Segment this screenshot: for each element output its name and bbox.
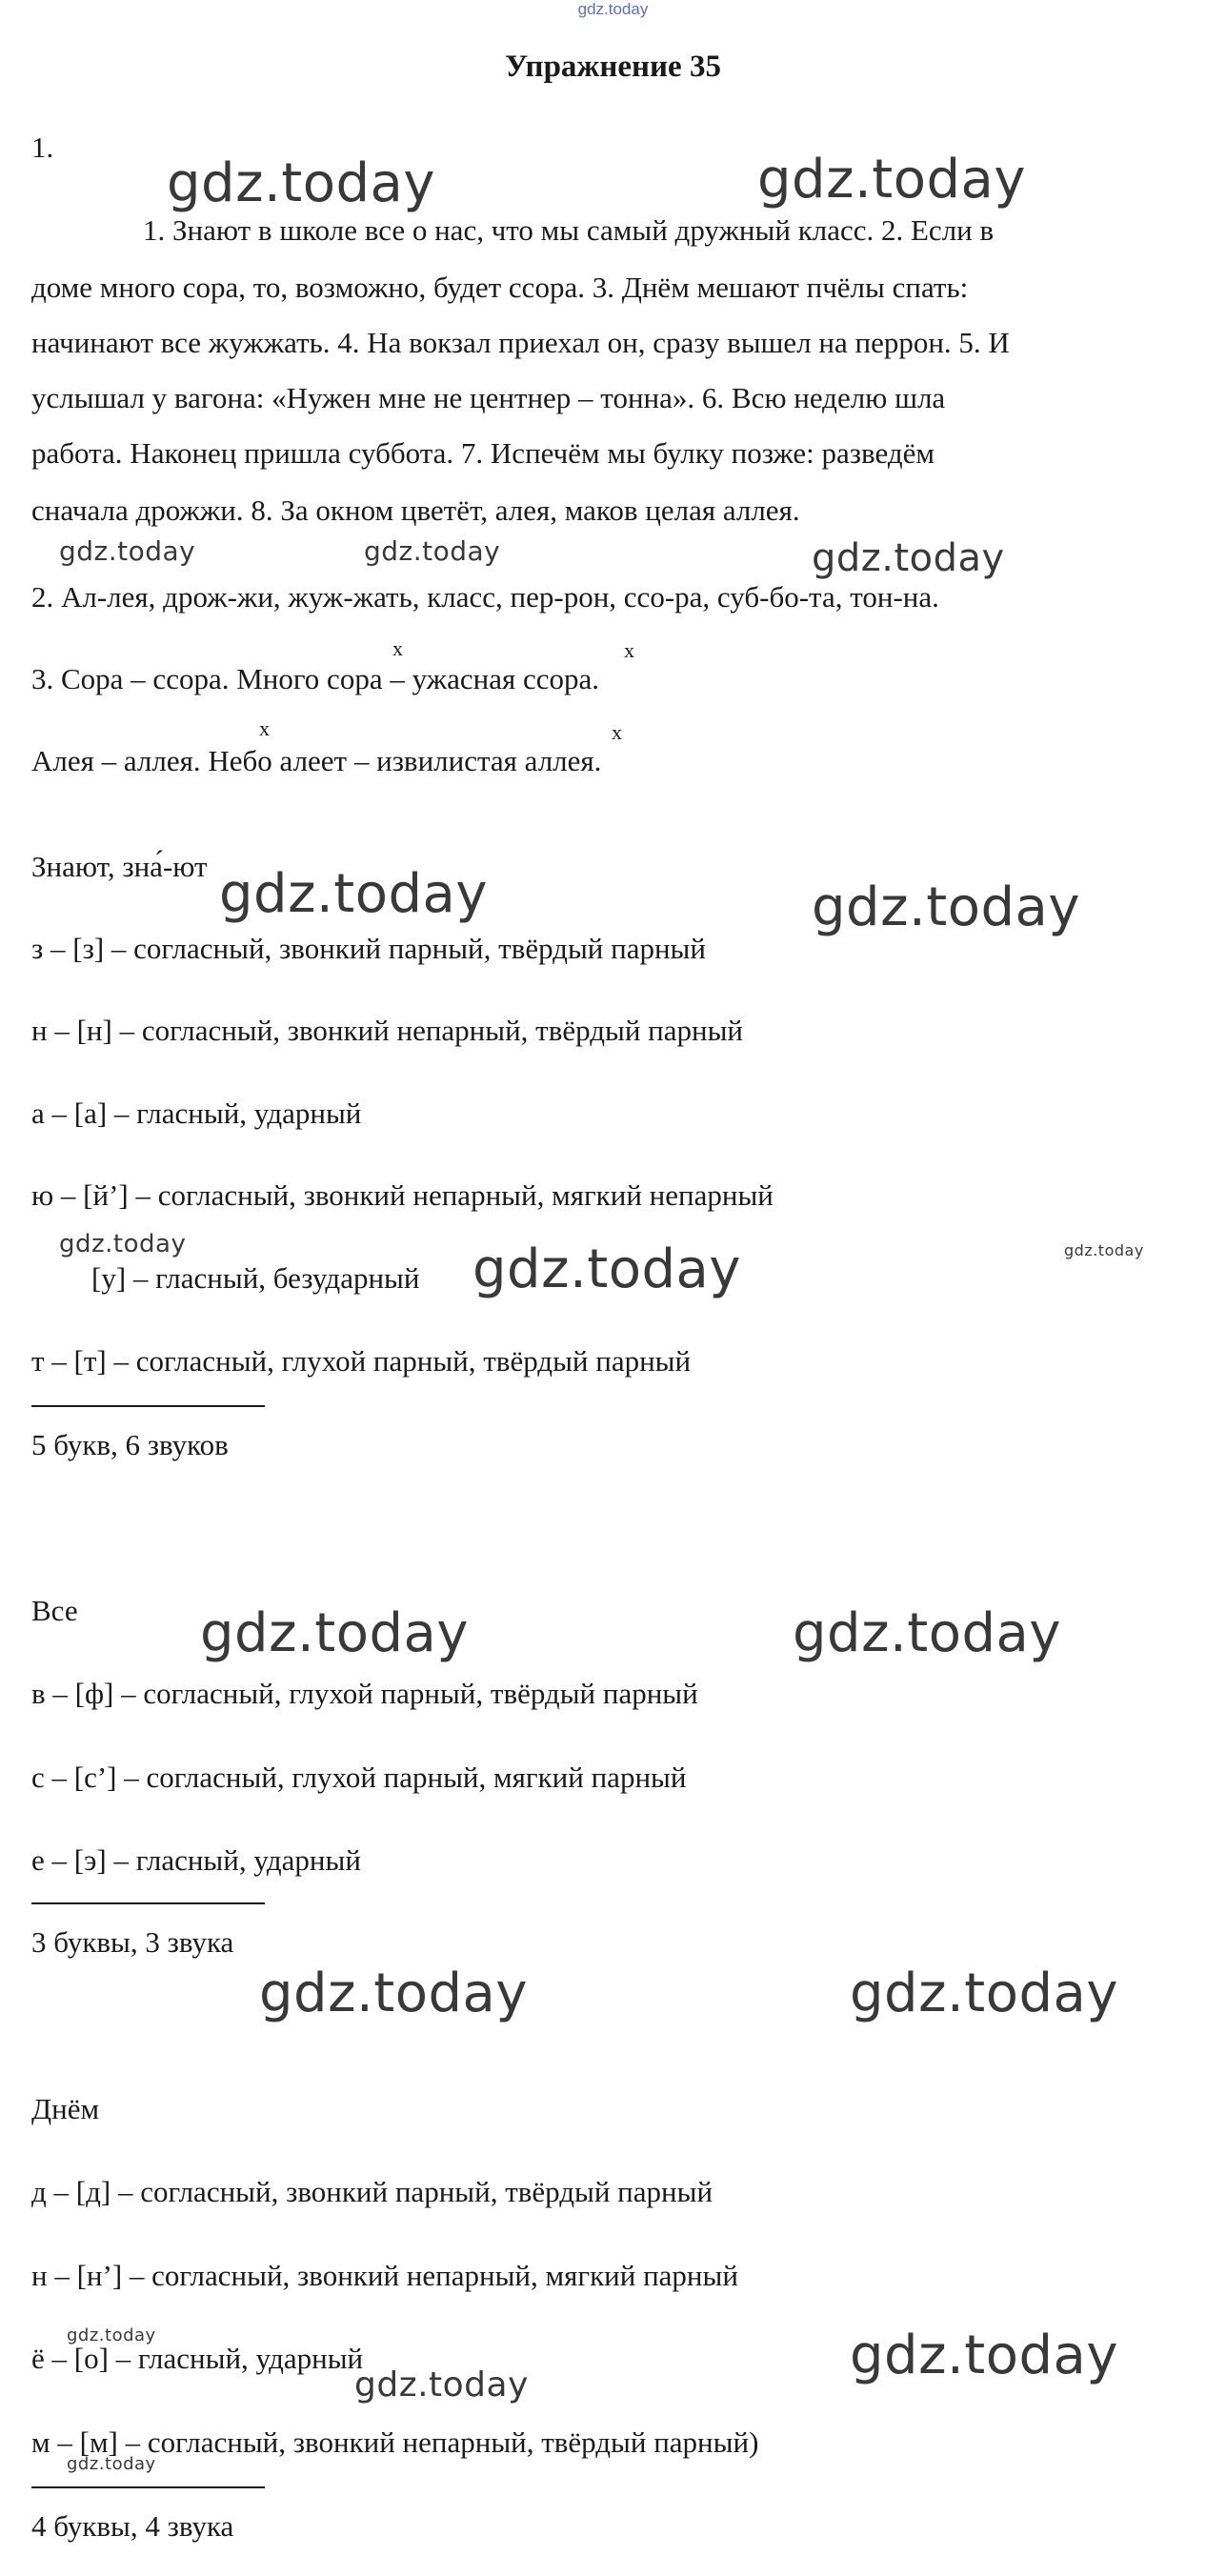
watermark: gdz.today xyxy=(59,1230,187,1258)
phonetic-row: е – [э] – гласный, ударный xyxy=(31,1843,361,1877)
text-line-3: начинают все жужжать. 4. На вокзал приехал он, сразу вышел на перрон. 5. И xyxy=(31,326,1010,359)
header-watermark: gdz.today xyxy=(577,0,649,18)
syllables-line: 2. Ал-лея, дрож-жи, жуж-жать, класс, пер-рон, ссо-ра, суб-бо-та, тон-на. xyxy=(31,580,939,614)
watermark: gdz.today xyxy=(167,152,436,214)
watermark: gdz.today xyxy=(259,1962,529,2024)
text-line-5: работа. Наконец пришла суббота. 7. Испечём мы булку позже: разведём xyxy=(31,436,935,470)
stress-mark: x xyxy=(612,720,622,744)
phonetic-row: с – [с’] – согласный, глухой парный, мягкий парный xyxy=(31,1761,687,1794)
watermark: gdz.today xyxy=(67,2325,156,2345)
phonetic-row: д – [д] – согласный, звонкий парный, твёрдый парный xyxy=(31,2175,713,2208)
summary: 3 буквы, 3 звука xyxy=(31,1925,234,1959)
phonetic-row: м – [м] – согласный, звонкий непарный, твёрдый парный) xyxy=(31,2425,759,2459)
watermark: gdz.today xyxy=(364,535,501,567)
phonetic-row: з – [з] – согласный, звонкий парный, твёрдый парный xyxy=(31,932,706,965)
summary: 5 букв, 6 звуков xyxy=(31,1428,229,1461)
phonetic-row: ю – [й’] – согласный, звонкий непарный, мягкий непарный xyxy=(31,1178,774,1212)
stress-mark: x xyxy=(624,638,634,662)
watermark: gdz.today xyxy=(812,536,1005,580)
word-heading: Все xyxy=(31,1594,78,1627)
watermark: gdz.today xyxy=(59,535,196,567)
word-heading: Днём xyxy=(31,2092,100,2125)
watermark: gdz.today xyxy=(757,149,1027,211)
text-line-4: услышал у вагона: «Нужен мне не центнер – тонна». 6. Всю неделю шла xyxy=(31,381,946,414)
phonetic-row: н – [н] – согласный, звонкий непарный, твёрдый парный xyxy=(31,1014,744,1047)
pair-line-1: 3. Сора – ссора. Много сора – ужасная ссора. xyxy=(31,662,599,695)
stress-mark: x xyxy=(259,716,270,740)
watermark: gdz.today xyxy=(67,2454,156,2474)
phonetic-row: [у] – гласный, безударный xyxy=(91,1261,420,1295)
watermark: gdz.today xyxy=(472,1238,742,1300)
summary: 4 буквы, 4 звука xyxy=(31,2509,234,2543)
text-line-6: сначала дрожжи. 8. За окном цветёт, алея, маков целая аллея. xyxy=(31,493,800,527)
divider xyxy=(31,2486,265,2488)
page-title: Упражнение 35 xyxy=(505,50,721,84)
phonetic-row: т – [т] – согласный, глухой парный, твёрдый парный xyxy=(31,1344,692,1378)
pair-line-2: Алея – аллея. Небо алеет – извилистая аллея. xyxy=(31,744,602,777)
watermark: gdz.today xyxy=(850,2324,1119,2386)
phonetic-row: в – [ф] – согласный, глухой парный, твёрдый парный xyxy=(31,1677,698,1710)
text-line-1: 1. Знают в школе все о нас, что мы самый дружный класс. 2. Если в xyxy=(143,213,995,247)
word-heading: Знают, зна́-ют xyxy=(31,850,208,883)
text-line-2: доме много сора, то, возможно, будет ссора. 3. Днём мешают пчёлы спать: xyxy=(31,271,969,304)
watermark: gdz.today xyxy=(219,863,489,925)
watermark: gdz.today xyxy=(1064,1241,1144,1259)
watermark: gdz.today xyxy=(793,1602,1062,1664)
watermark: gdz.today xyxy=(812,876,1081,938)
divider xyxy=(31,1902,265,1904)
stress-mark: x xyxy=(392,636,403,660)
phonetic-row: н – [н’] – согласный, звонкий непарный, мягкий парный xyxy=(31,2259,738,2292)
watermark: gdz.today xyxy=(200,1602,470,1664)
phonetic-row: а – [а] – гласный, ударный xyxy=(31,1097,362,1130)
divider xyxy=(31,1405,265,1407)
phonetic-row: ё – [о] – гласный, ударный xyxy=(31,2342,364,2375)
watermark: gdz.today xyxy=(850,1962,1119,2024)
section-number: 1. xyxy=(31,131,54,164)
watermark: gdz.today xyxy=(354,2365,529,2405)
